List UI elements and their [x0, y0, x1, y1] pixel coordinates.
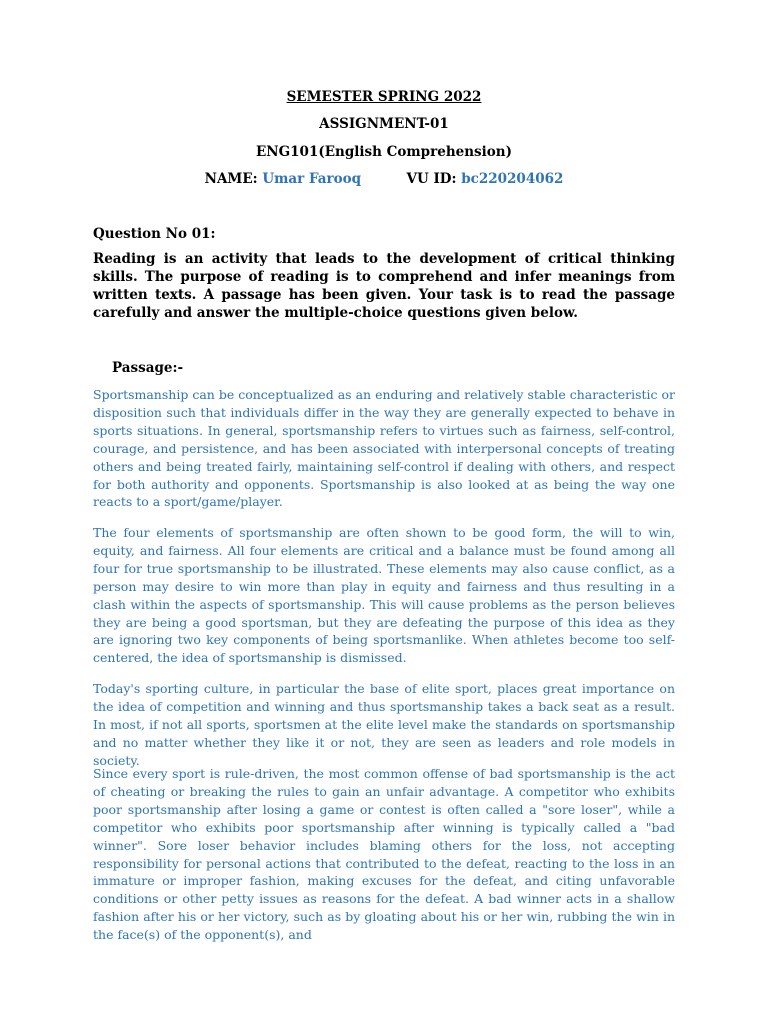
semester-heading: SEMESTER SPRING 2022 [286, 89, 482, 105]
course-heading: ENG101(English Comprehension) [256, 144, 512, 160]
passage-paragraph-2: The four elements of sportsmanship are often shown to be good form, the will to win, equity, and fairness. All four elements are critical and a balance must be found among all four for true sportsmanship to be illustrated. These elements may also cause conflict, as a person may desire to win more than play in equity and fairness and thus resulting in a clash within the aspects of sportsmanship. This will cause problems as the person believes they are being a good sportsman, but they are defeating the purpose of this idea as they are ignoring two key components of being sportsmanlike. When athletes become too self-centered, the idea of sportsmanship is dismissed. [93, 525, 675, 666]
question-title: Question No 01: [93, 226, 216, 242]
passage-paragraph-1: Sportsmanship can be conceptualized as an enduring and relatively stable characteristic or disposition such that individuals differ in the way they are generally expected to behave in sports situations. In general, sportsmanship refers to virtues such as fairness, self-control, courage, and persistence, and has been associated with interpersonal concepts of treating others and being treated fairly, maintaining self-control if dealing with others, and respect for both authority and opponents. Sportsmanship is also looked at as being the way one reacts to a sport/game/player. [93, 387, 675, 510]
passage-label: Passage:- [112, 360, 184, 376]
vuid-label: VU ID: [406, 171, 457, 187]
student-info-line [0, 170, 768, 188]
name-value: Umar Farooq [262, 171, 362, 187]
question-text: Reading is an activity that leads to the development of critical thinking skills. The purpose of reading is to comprehend and infer meanings from written texts. A passage has been given. Your task is to read the passage carefully and answer the multiple-choice questions given below. [93, 251, 675, 321]
vuid-value: bc220204062 [461, 171, 564, 187]
name-label: NAME: [204, 171, 258, 187]
passage-paragraph-4: Since every sport is rule-driven, the most common offense of bad sportsmanship is the act of cheating or breaking the rules to gain an unfair advantage. A competitor who exhibits poor sportsmanship after losing a game or contest is often called a "sore loser", while a competitor who exhibits poor sportsmanship after winning is typically called a "bad winner". Sore loser behavior includes blaming others for the loss, not accepting responsibility for personal actions that contributed to the defeat, reacting to the loss in an immature or improper fashion, making excuses for the defeat, and citing unfavorable conditions or other petty issues as reasons for the defeat. A bad winner acts in a shallow fashion after his or her victory, such as by gloating about his or her win, rubbing the win in the face(s) of the opponent(s), and [93, 766, 675, 943]
passage-paragraph-3: Today's sporting culture, in particular the base of elite sport, places great importance on the idea of competition and winning and thus sportsmanship takes a back seat as a result. In most, if not all sports, sportsmen at the elite level make the standards on sportsmanship and no matter whether they like it or not, they are seen as leaders and role models in society. [93, 681, 675, 768]
assignment-heading: ASSIGNMENT-01 [319, 116, 449, 132]
